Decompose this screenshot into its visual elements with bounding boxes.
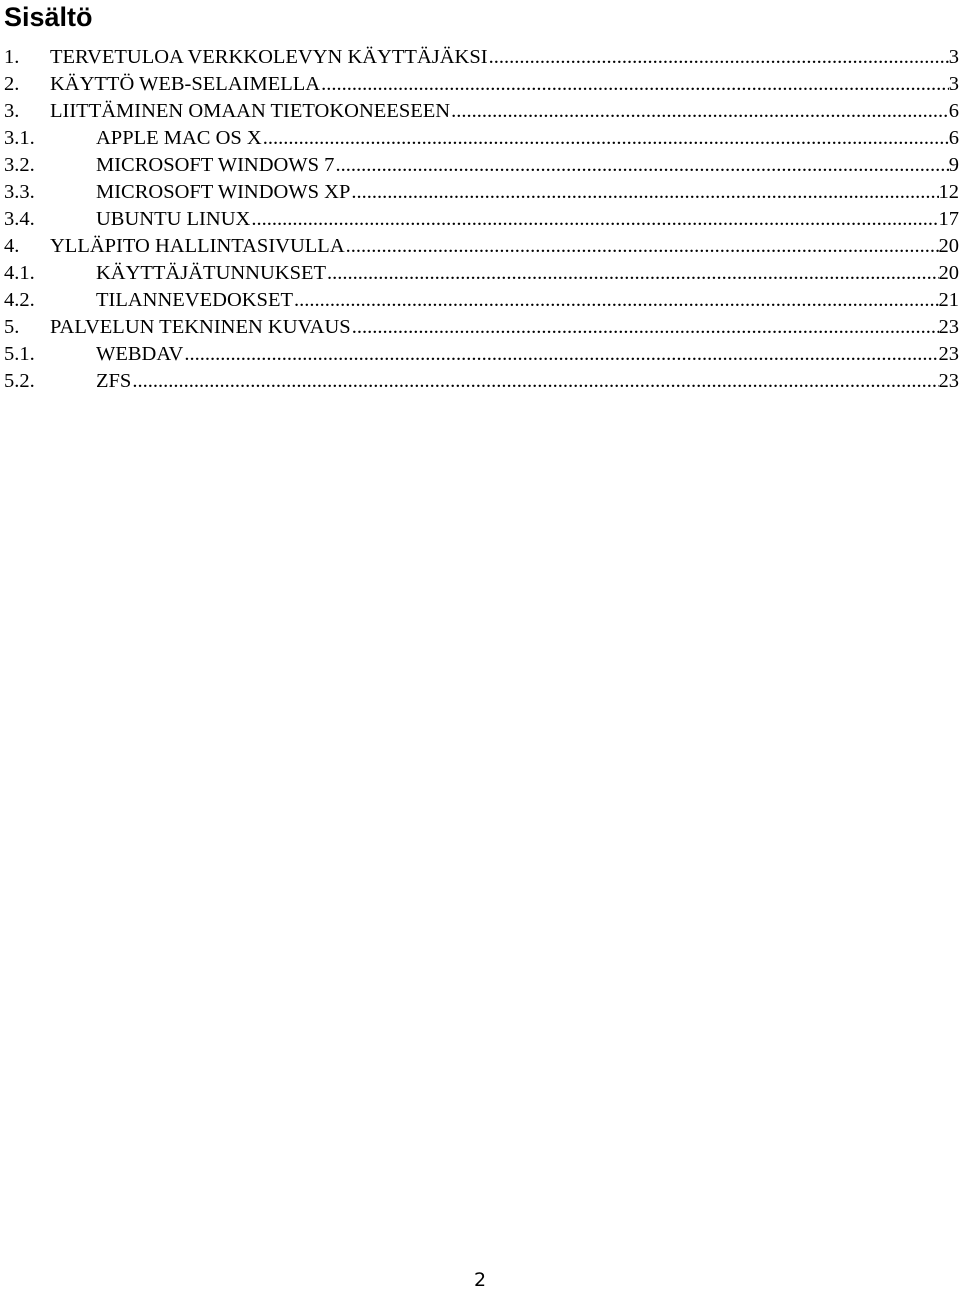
toc-entry-title: PALVELUN TEKNINEN KUVAUS: [50, 316, 351, 338]
toc-entry[interactable]: [4, 44, 959, 71]
toc-entry[interactable]: [4, 368, 959, 395]
page-number: 2: [473, 1269, 487, 1291]
toc-entry[interactable]: [4, 71, 959, 98]
toc-entry-title: TILANNEVEDOKSET: [96, 289, 293, 311]
toc-entry-page: 20: [938, 235, 959, 257]
toc-dot-leader: [293, 287, 939, 314]
toc-entry-number: 3.3.: [4, 181, 35, 203]
toc-entry-number: 3.1.: [4, 127, 35, 149]
toc-entry[interactable]: [4, 233, 959, 260]
toc-entry-title: KÄYTTÖ WEB-SELAIMELLA: [50, 73, 321, 95]
toc-entry-number: 5.: [4, 316, 20, 338]
toc-entry-number: 1.: [4, 46, 20, 68]
toc-entry-number: 3.4.: [4, 208, 35, 230]
toc-entry-page: 23: [938, 316, 959, 338]
toc-dot-leader: [262, 125, 949, 152]
toc-dot-leader: [183, 341, 938, 368]
toc-entry-page: 21: [938, 289, 959, 311]
toc-entry-page: 12: [938, 181, 959, 203]
toc-entry-page: 9: [948, 154, 959, 176]
table-of-contents: [4, 44, 959, 395]
toc-dot-leader: [350, 179, 938, 206]
toc-entry[interactable]: [4, 152, 959, 179]
toc-entry-title: YLLÄPITO HALLINTASIVULLA: [50, 235, 345, 257]
toc-entry[interactable]: [4, 287, 959, 314]
toc-entry-number: 4.1.: [4, 262, 35, 284]
toc-entry-number: 4.2.: [4, 289, 35, 311]
toc-entry-title: ZFS: [96, 370, 132, 392]
toc-entry[interactable]: [4, 206, 959, 233]
toc-entry-number: 3.2.: [4, 154, 35, 176]
toc-entry-page: 17: [938, 208, 959, 230]
toc-dot-leader: [334, 152, 948, 179]
toc-entry-page: 6: [948, 100, 959, 122]
toc-entry-number: 5.2.: [4, 370, 35, 392]
toc-entry-number: 5.1.: [4, 343, 35, 365]
toc-entry-title: UBUNTU LINUX: [96, 208, 251, 230]
toc-entry-title: KÄYTTÄJÄTUNNUKSET: [96, 262, 327, 284]
toc-entry-page: 20: [938, 262, 959, 284]
toc-dot-leader: [450, 98, 949, 125]
toc-dot-leader: [488, 44, 949, 71]
toc-entry[interactable]: [4, 179, 959, 206]
toc-entry-page: 3: [948, 73, 959, 95]
toc-entry-title: MICROSOFT WINDOWS XP: [96, 181, 351, 203]
toc-entry-number: 4.: [4, 235, 20, 257]
toc-entry-page: 3: [948, 46, 959, 68]
toc-entry-title: WEBDAV: [96, 343, 184, 365]
toc-entry-title: LIITTÄMINEN OMAAN TIETOKONEESEEN: [50, 100, 451, 122]
toc-entry[interactable]: [4, 260, 959, 287]
toc-dot-leader: [250, 206, 938, 233]
toc-entry[interactable]: [4, 341, 959, 368]
toc-entry-number: 3.: [4, 100, 20, 122]
toc-dot-leader: [351, 314, 939, 341]
toc-entry[interactable]: [4, 98, 959, 125]
toc-entry-page: 23: [938, 343, 959, 365]
toc-entry[interactable]: [4, 314, 959, 341]
toc-entry-title: MICROSOFT WINDOWS 7: [96, 154, 335, 176]
toc-dot-leader: [131, 368, 938, 395]
toc-dot-leader: [345, 233, 939, 260]
toc-entry[interactable]: [4, 125, 959, 152]
toc-entry-title: TERVETULOA VERKKOLEVYN KÄYTTÄJÄKSI: [50, 46, 488, 68]
toc-entry-page: 23: [938, 370, 959, 392]
toc-entry-number: 2.: [4, 73, 20, 95]
toc-entry-page: 6: [948, 127, 959, 149]
toc-dot-leader: [320, 71, 949, 98]
page-title: Sisältö: [4, 2, 93, 32]
toc-entry-title: APPLE MAC OS X: [96, 127, 262, 149]
toc-dot-leader: [326, 260, 938, 287]
